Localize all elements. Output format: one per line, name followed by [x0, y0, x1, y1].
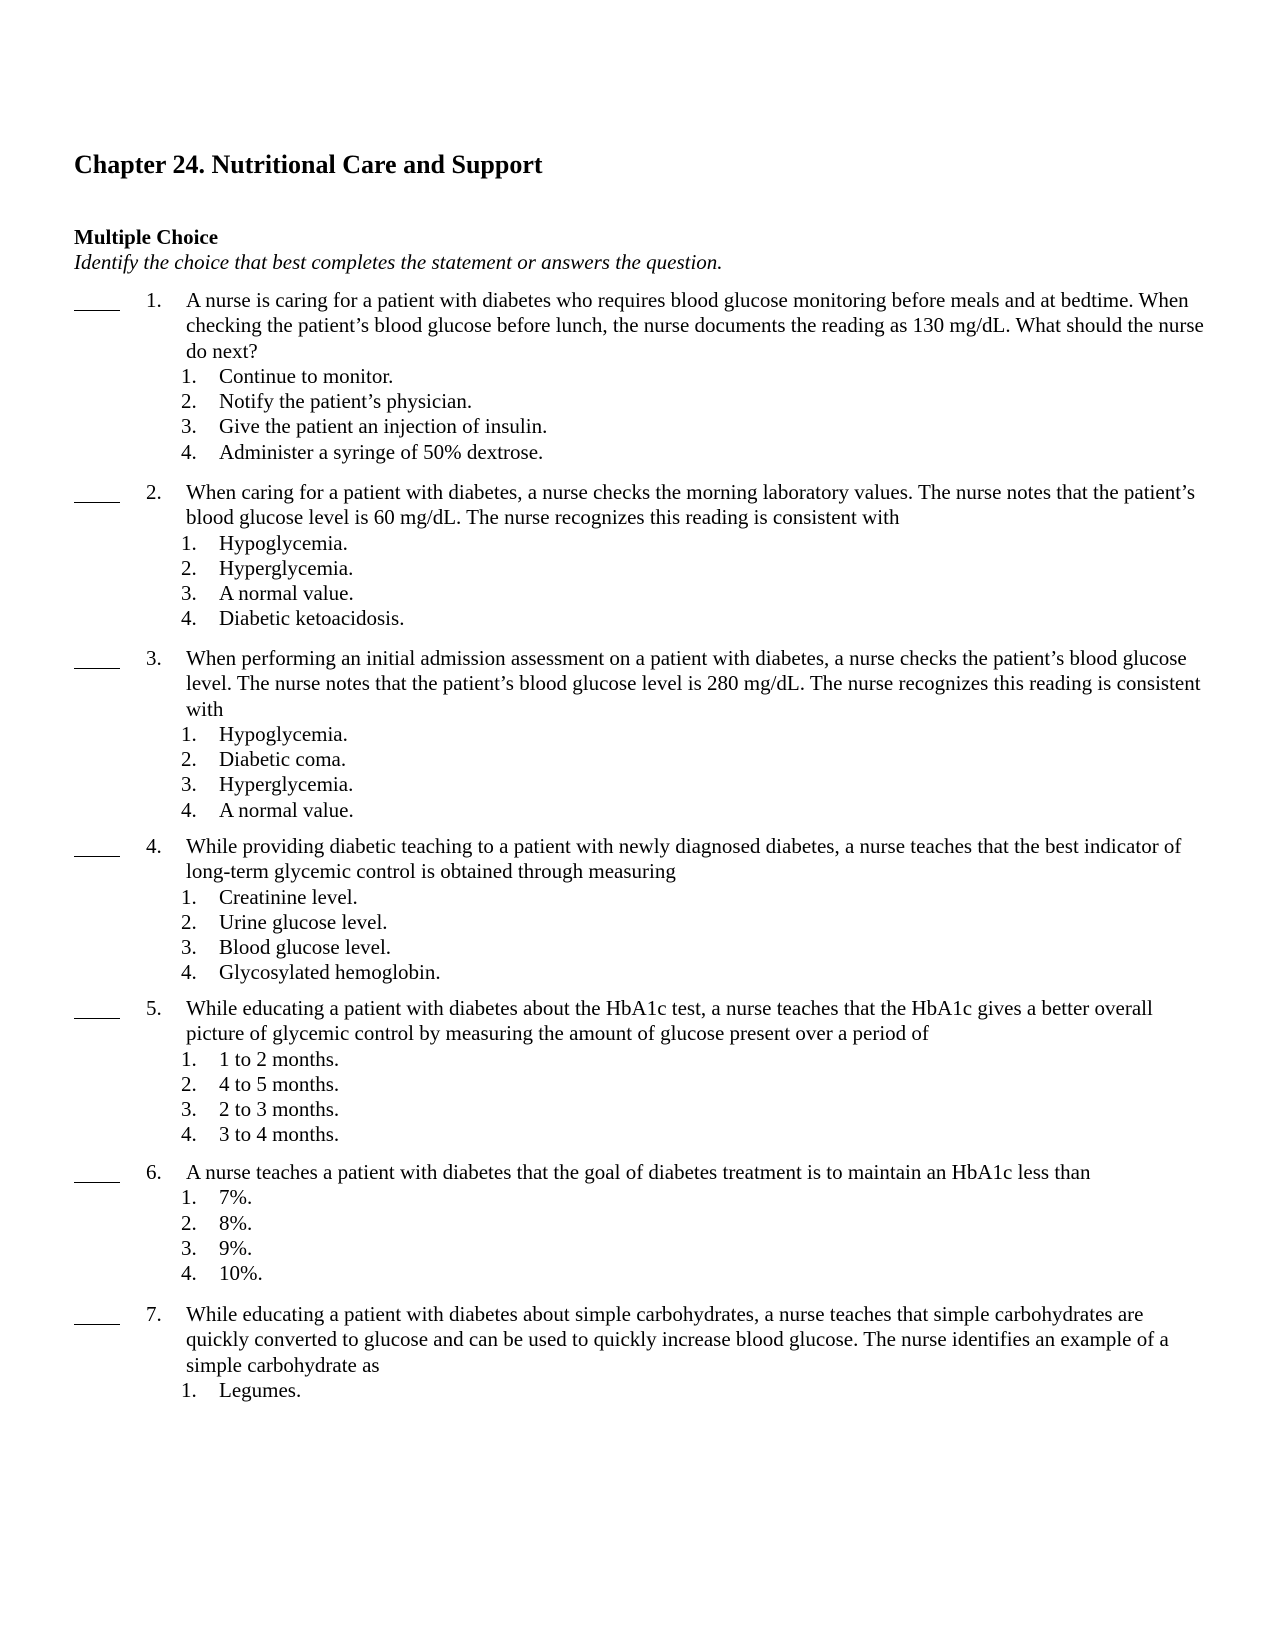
question-number: 3.: [146, 646, 162, 670]
answer-choice: [181, 910, 1275, 935]
choice-text: Continue to monitor.: [219, 363, 394, 388]
answer-choices: [0, 722, 1275, 823]
choice-number: 1.: [181, 1185, 197, 1210]
choice-number: 4.: [181, 606, 197, 631]
choice-text: Give the patient an injection of insulin.: [219, 414, 548, 439]
section-heading: Multiple Choice: [74, 225, 219, 249]
choice-number: 3.: [181, 414, 197, 439]
answer-choice: [181, 1047, 1275, 1072]
choice-number: 2.: [181, 1071, 197, 1096]
choice-number: 3.: [181, 935, 197, 960]
choice-number: 1.: [181, 363, 197, 388]
choice-text: 3 to 4 months.: [219, 1122, 340, 1147]
answer-choices: [0, 1047, 1275, 1148]
answer-choice: [181, 960, 1275, 985]
choice-text: Diabetic ketoacidosis.: [219, 606, 405, 631]
choice-text: Urine glucose level.: [219, 909, 388, 934]
question-stem: While educating a patient with diabetes about the HbA1c test, a nurse teaches that the HbA1c gives a better overall picture of glycemic control by measuring the amount of glucose present over a period of: [186, 996, 1153, 1046]
answer-choice: [181, 1211, 1275, 1236]
choice-text: A normal value.: [219, 797, 354, 822]
question-2: [0, 480, 1275, 632]
choice-text: Legumes.: [219, 1377, 302, 1402]
answer-choice: [181, 1185, 1275, 1210]
question-stem: When caring for a patient with diabetes, a nurse checks the morning laboratory values. The nurse notes that the patient’s blood glucose level is 60 mg/dL. The nurse recognizes this reading is consistent with: [186, 480, 1196, 530]
answer-choice: [181, 1097, 1275, 1122]
question-7: [0, 1302, 1275, 1403]
choice-text: A normal value.: [219, 581, 354, 606]
answer-choice: [181, 1378, 1275, 1403]
question-6: [0, 1160, 1275, 1286]
choice-number: 1.: [181, 530, 197, 555]
answer-blank[interactable]: [74, 1160, 120, 1183]
choice-number: 3.: [181, 581, 197, 606]
choice-number: 3.: [181, 1097, 197, 1122]
choice-number: 4.: [181, 797, 197, 822]
answer-choice: [181, 722, 1275, 747]
choice-number: 1.: [181, 1046, 197, 1071]
choice-text: 4 to 5 months.: [219, 1071, 340, 1096]
question-stem: A nurse is caring for a patient with diabetes who requires blood glucose monitoring before meals and at bedtime. When checking the patient’s blood glucose before lunch, the nurse documents the reading as 130 mg/dL. What should the nurse do next?: [186, 288, 1204, 363]
question-stem: While providing diabetic teaching to a patient with newly diagnosed diabetes, a nurse teaches that the best indicator of long-term glycemic control is obtained through measuring: [186, 834, 1182, 884]
answer-choices: [0, 531, 1275, 632]
answer-choice: [181, 772, 1275, 797]
question-stem: While educating a patient with diabetes about simple carbohydrates, a nurse teaches that simple carbohydrates are quickly converted to glucose and can be used to quickly increase blood glucose. The nurse identifies an example of a simple carbohydrate as: [186, 1302, 1169, 1377]
choice-text: Creatinine level.: [219, 884, 358, 909]
choice-text: 8%.: [219, 1210, 253, 1235]
answer-choice: [181, 531, 1275, 556]
choice-text: Notify the patient’s physician.: [219, 389, 473, 414]
answer-blank[interactable]: [74, 646, 120, 669]
choice-number: 2.: [181, 747, 197, 772]
answer-choice: [181, 1236, 1275, 1261]
choice-number: 4.: [181, 439, 197, 464]
answer-choice: [181, 885, 1275, 910]
choice-number: 4.: [181, 1261, 197, 1286]
choice-text: Glycosylated hemoglobin.: [219, 960, 441, 985]
question-number: 1.: [146, 288, 162, 312]
choice-text: Hyperglycemia.: [219, 555, 354, 580]
choice-number: 2.: [181, 389, 197, 414]
choice-number: 1.: [181, 884, 197, 909]
choice-text: Hypoglycemia.: [219, 530, 348, 555]
answer-choice: [181, 1072, 1275, 1097]
question-number: 4.: [146, 834, 162, 858]
answer-blank[interactable]: [74, 480, 120, 503]
question-1: [0, 288, 1275, 465]
choice-text: 1 to 2 months.: [219, 1046, 340, 1071]
choice-number: 4.: [181, 1122, 197, 1147]
question-number: 6.: [146, 1160, 162, 1184]
answer-choice: [181, 747, 1275, 772]
choice-number: 3.: [181, 1235, 197, 1260]
choice-number: 2.: [181, 909, 197, 934]
choice-text: 10%.: [219, 1261, 263, 1286]
answer-choice: [181, 1261, 1275, 1286]
question-stem: When performing an initial admission assessment on a patient with diabetes, a nurse checks the patient’s blood glucose level. The nurse notes that the patient’s blood glucose level is 280 mg/dL. The nurse recognizes this reading is consistent with: [186, 646, 1201, 721]
question-3: [0, 646, 1275, 823]
answer-choice: [181, 364, 1275, 389]
answer-choices: [0, 1378, 1275, 1403]
answer-blank[interactable]: [74, 288, 120, 311]
choice-text: Diabetic coma.: [219, 747, 347, 772]
choice-text: 9%.: [219, 1235, 253, 1260]
question-4: [0, 834, 1275, 986]
chapter-title: Chapter 24. Nutritional Care and Support: [74, 150, 543, 179]
choice-number: 3.: [181, 772, 197, 797]
answer-blank[interactable]: [74, 834, 120, 857]
answer-choice: [181, 440, 1275, 465]
answer-blank[interactable]: [74, 1302, 120, 1325]
choice-text: Blood glucose level.: [219, 935, 392, 960]
question-5: [0, 996, 1275, 1148]
answer-choices: [0, 1185, 1275, 1286]
question-number: 5.: [146, 996, 162, 1020]
question-number: 2.: [146, 480, 162, 504]
choice-number: 2.: [181, 1210, 197, 1235]
choice-number: 1.: [181, 1377, 197, 1402]
answer-choices: [0, 364, 1275, 465]
choice-text: 2 to 3 months.: [219, 1097, 340, 1122]
answer-choice: [181, 798, 1275, 823]
answer-choice: [181, 414, 1275, 439]
answer-choice: [181, 389, 1275, 414]
question-stem: A nurse teaches a patient with diabetes that the goal of diabetes treatment is to maintain an HbA1c less than: [186, 1160, 1091, 1184]
choice-text: Hyperglycemia.: [219, 772, 354, 797]
answer-choice: [181, 556, 1275, 581]
answer-choice: [181, 935, 1275, 960]
choice-text: Hypoglycemia.: [219, 721, 348, 746]
answer-choice: [181, 606, 1275, 631]
answer-choice: [181, 581, 1275, 606]
answer-choice: [181, 1122, 1275, 1147]
question-number: 7.: [146, 1302, 162, 1326]
answer-choices: [0, 885, 1275, 986]
choice-number: 2.: [181, 555, 197, 580]
answer-blank[interactable]: [74, 996, 120, 1019]
choice-number: 1.: [181, 721, 197, 746]
choice-number: 4.: [181, 960, 197, 985]
section-instructions: Identify the choice that best completes the statement or answers the question.: [74, 250, 723, 274]
choice-text: Administer a syringe of 50% dextrose.: [219, 439, 544, 464]
choice-text: 7%.: [219, 1185, 253, 1210]
